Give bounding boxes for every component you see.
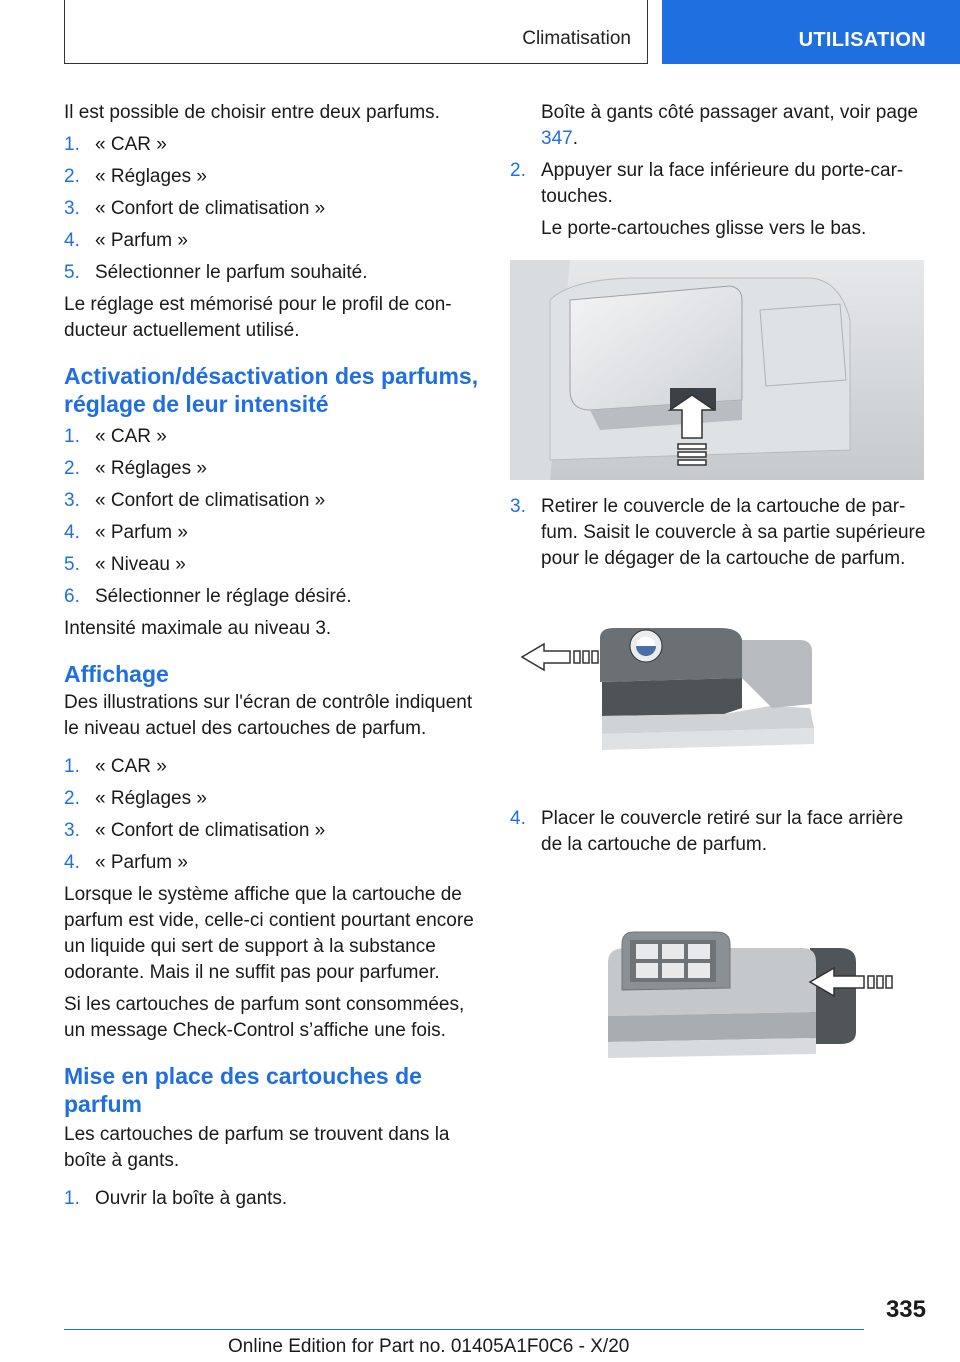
steps-list-affichage — [64, 754, 482, 876]
header-section-title: Climatisation — [522, 28, 631, 49]
right-column — [510, 100, 928, 1116]
step-number: 4. — [64, 852, 80, 873]
heading-mise-en-place: Mise en place des cartouches de parfum — [64, 1063, 422, 1117]
steps-list-intensity — [64, 424, 482, 610]
step-text: « Confort de climatisation » — [95, 820, 326, 841]
step-text: « CAR » — [95, 134, 167, 155]
step-number: 3. — [64, 490, 80, 511]
step-number: 2. — [64, 166, 80, 187]
step1-continuation — [510, 100, 928, 152]
step-number: 2. — [64, 788, 80, 809]
step2-result: Le porte-cartouches glisse vers le bas. — [541, 218, 867, 239]
step-number: 1. — [64, 134, 80, 155]
step1-continuation-end: . — [572, 128, 578, 149]
list-item — [510, 158, 928, 210]
steps-list-mise — [64, 1186, 482, 1212]
step-text: « CAR » — [95, 426, 167, 447]
heading-affichage: Affichage — [64, 661, 169, 687]
step-number: 6. — [64, 586, 80, 607]
step-number: 3. — [510, 496, 526, 517]
header-section-box — [64, 0, 648, 64]
mise-text: Les cartouches de parfum se trouvent dans la boîte à gants. — [64, 1124, 450, 1171]
figure-place-cap — [510, 882, 924, 1102]
list-item — [510, 806, 928, 858]
list-item — [64, 164, 482, 190]
step-text: « Réglages » — [95, 458, 207, 479]
header-chapter-title: UTILISATION — [798, 29, 926, 51]
step-text: Retirer le couvercle de la cartouche de parfum. Saisit le couvercle à sa partie supérieure pour le dégager de la cartouche de parfum. — [541, 496, 926, 569]
step-number: 4. — [510, 808, 526, 829]
list-item — [64, 584, 482, 610]
intro-text: Il est possible de choisir entre deux parfums. — [64, 102, 440, 123]
list-item — [510, 494, 928, 572]
list-item — [64, 520, 482, 546]
steps-list-right-2 — [510, 158, 928, 210]
step-text: Sélectionner le réglage désiré. — [95, 586, 352, 607]
step-text: « Réglages » — [95, 166, 207, 187]
glovebox-holder-illustration — [510, 260, 924, 480]
step-text: « Parfum » — [95, 852, 188, 873]
step-text: Appuyer sur la face inférieure du porte-cartouches. — [541, 160, 904, 207]
list-item — [64, 754, 482, 780]
step-text: Sélectionner le parfum souhaité. — [95, 262, 368, 283]
steps-list-right-3 — [510, 494, 928, 572]
left-column — [64, 100, 482, 1218]
step-number: 1. — [64, 756, 80, 777]
list-item — [64, 196, 482, 222]
page-link[interactable]: 347 — [541, 128, 573, 149]
footer-edition: Online Edition for Part no. 01405A1F0C6 - X/20 — [228, 1336, 630, 1357]
step-text: « CAR » — [95, 756, 167, 777]
steps-list-parfum — [64, 132, 482, 286]
figure-glovebox-holder — [510, 260, 924, 480]
paragraph-consumed-cartridge: Si les cartouches de parfum sont consommées, un message Check-Control s’affiche une fois. — [64, 994, 465, 1041]
step-number: 5. — [64, 262, 80, 283]
affichage-text: Des illustrations sur l'écran de contrôle indiquent le niveau actuel des cartouches de parfum. — [64, 692, 473, 739]
note-profile: Le réglage est mémorisé pour le profil de conducteur actuellement utilisé. — [64, 294, 452, 341]
list-item — [64, 488, 482, 514]
step-number: 5. — [64, 554, 80, 575]
figure-remove-cap — [510, 578, 924, 792]
list-item — [64, 818, 482, 844]
list-item — [64, 260, 482, 286]
footer-divider — [64, 1329, 864, 1330]
steps-list-right-4 — [510, 806, 928, 858]
step-number: 3. — [64, 820, 80, 841]
step-text: Ouvrir la boîte à gants. — [95, 1188, 288, 1209]
list-item — [64, 228, 482, 254]
list-item — [64, 1186, 482, 1212]
note-intensity: Intensité maximale au niveau 3. — [64, 618, 332, 639]
step-number: 3. — [64, 198, 80, 219]
step-number: 1. — [64, 426, 80, 447]
step-text: Placer le couvercle retiré sur la face arrière de la cartouche de parfum. — [541, 808, 904, 855]
place-cap-illustration — [510, 882, 924, 1102]
paragraph-empty-cartridge: Lorsque le système affiche que la cartouche de parfum est vide, celle-ci contient pourtant encore un liquide qui sert de support à la substance odorante. Mais il ne suffit pas pour parfumer. — [64, 884, 474, 983]
list-item — [64, 552, 482, 578]
step-text: « Confort de climatisation » — [95, 490, 326, 511]
step-text: « Niveau » — [95, 554, 186, 575]
step-number: 4. — [64, 522, 80, 543]
step-number: 2. — [64, 458, 80, 479]
heading-activation: Activation/désactivation des parfums, réglage de leur intensité — [64, 363, 479, 417]
step-text: « Confort de climatisation » — [95, 198, 326, 219]
list-item — [64, 456, 482, 482]
step-text: « Réglages » — [95, 788, 207, 809]
step1-continuation-text: Boîte à gants côté passager avant, voir page — [541, 102, 919, 123]
step-number: 4. — [64, 230, 80, 251]
list-item — [64, 132, 482, 158]
page-number: 335 — [885, 1296, 926, 1323]
header-chapter-box — [662, 0, 960, 64]
list-item — [64, 424, 482, 450]
remove-cap-illustration — [510, 578, 924, 792]
step-number: 1. — [64, 1188, 80, 1209]
list-item — [64, 850, 482, 876]
step-number: 2. — [510, 160, 526, 181]
step-text: « Parfum » — [95, 230, 188, 251]
list-item — [64, 786, 482, 812]
step-text: « Parfum » — [95, 522, 188, 543]
